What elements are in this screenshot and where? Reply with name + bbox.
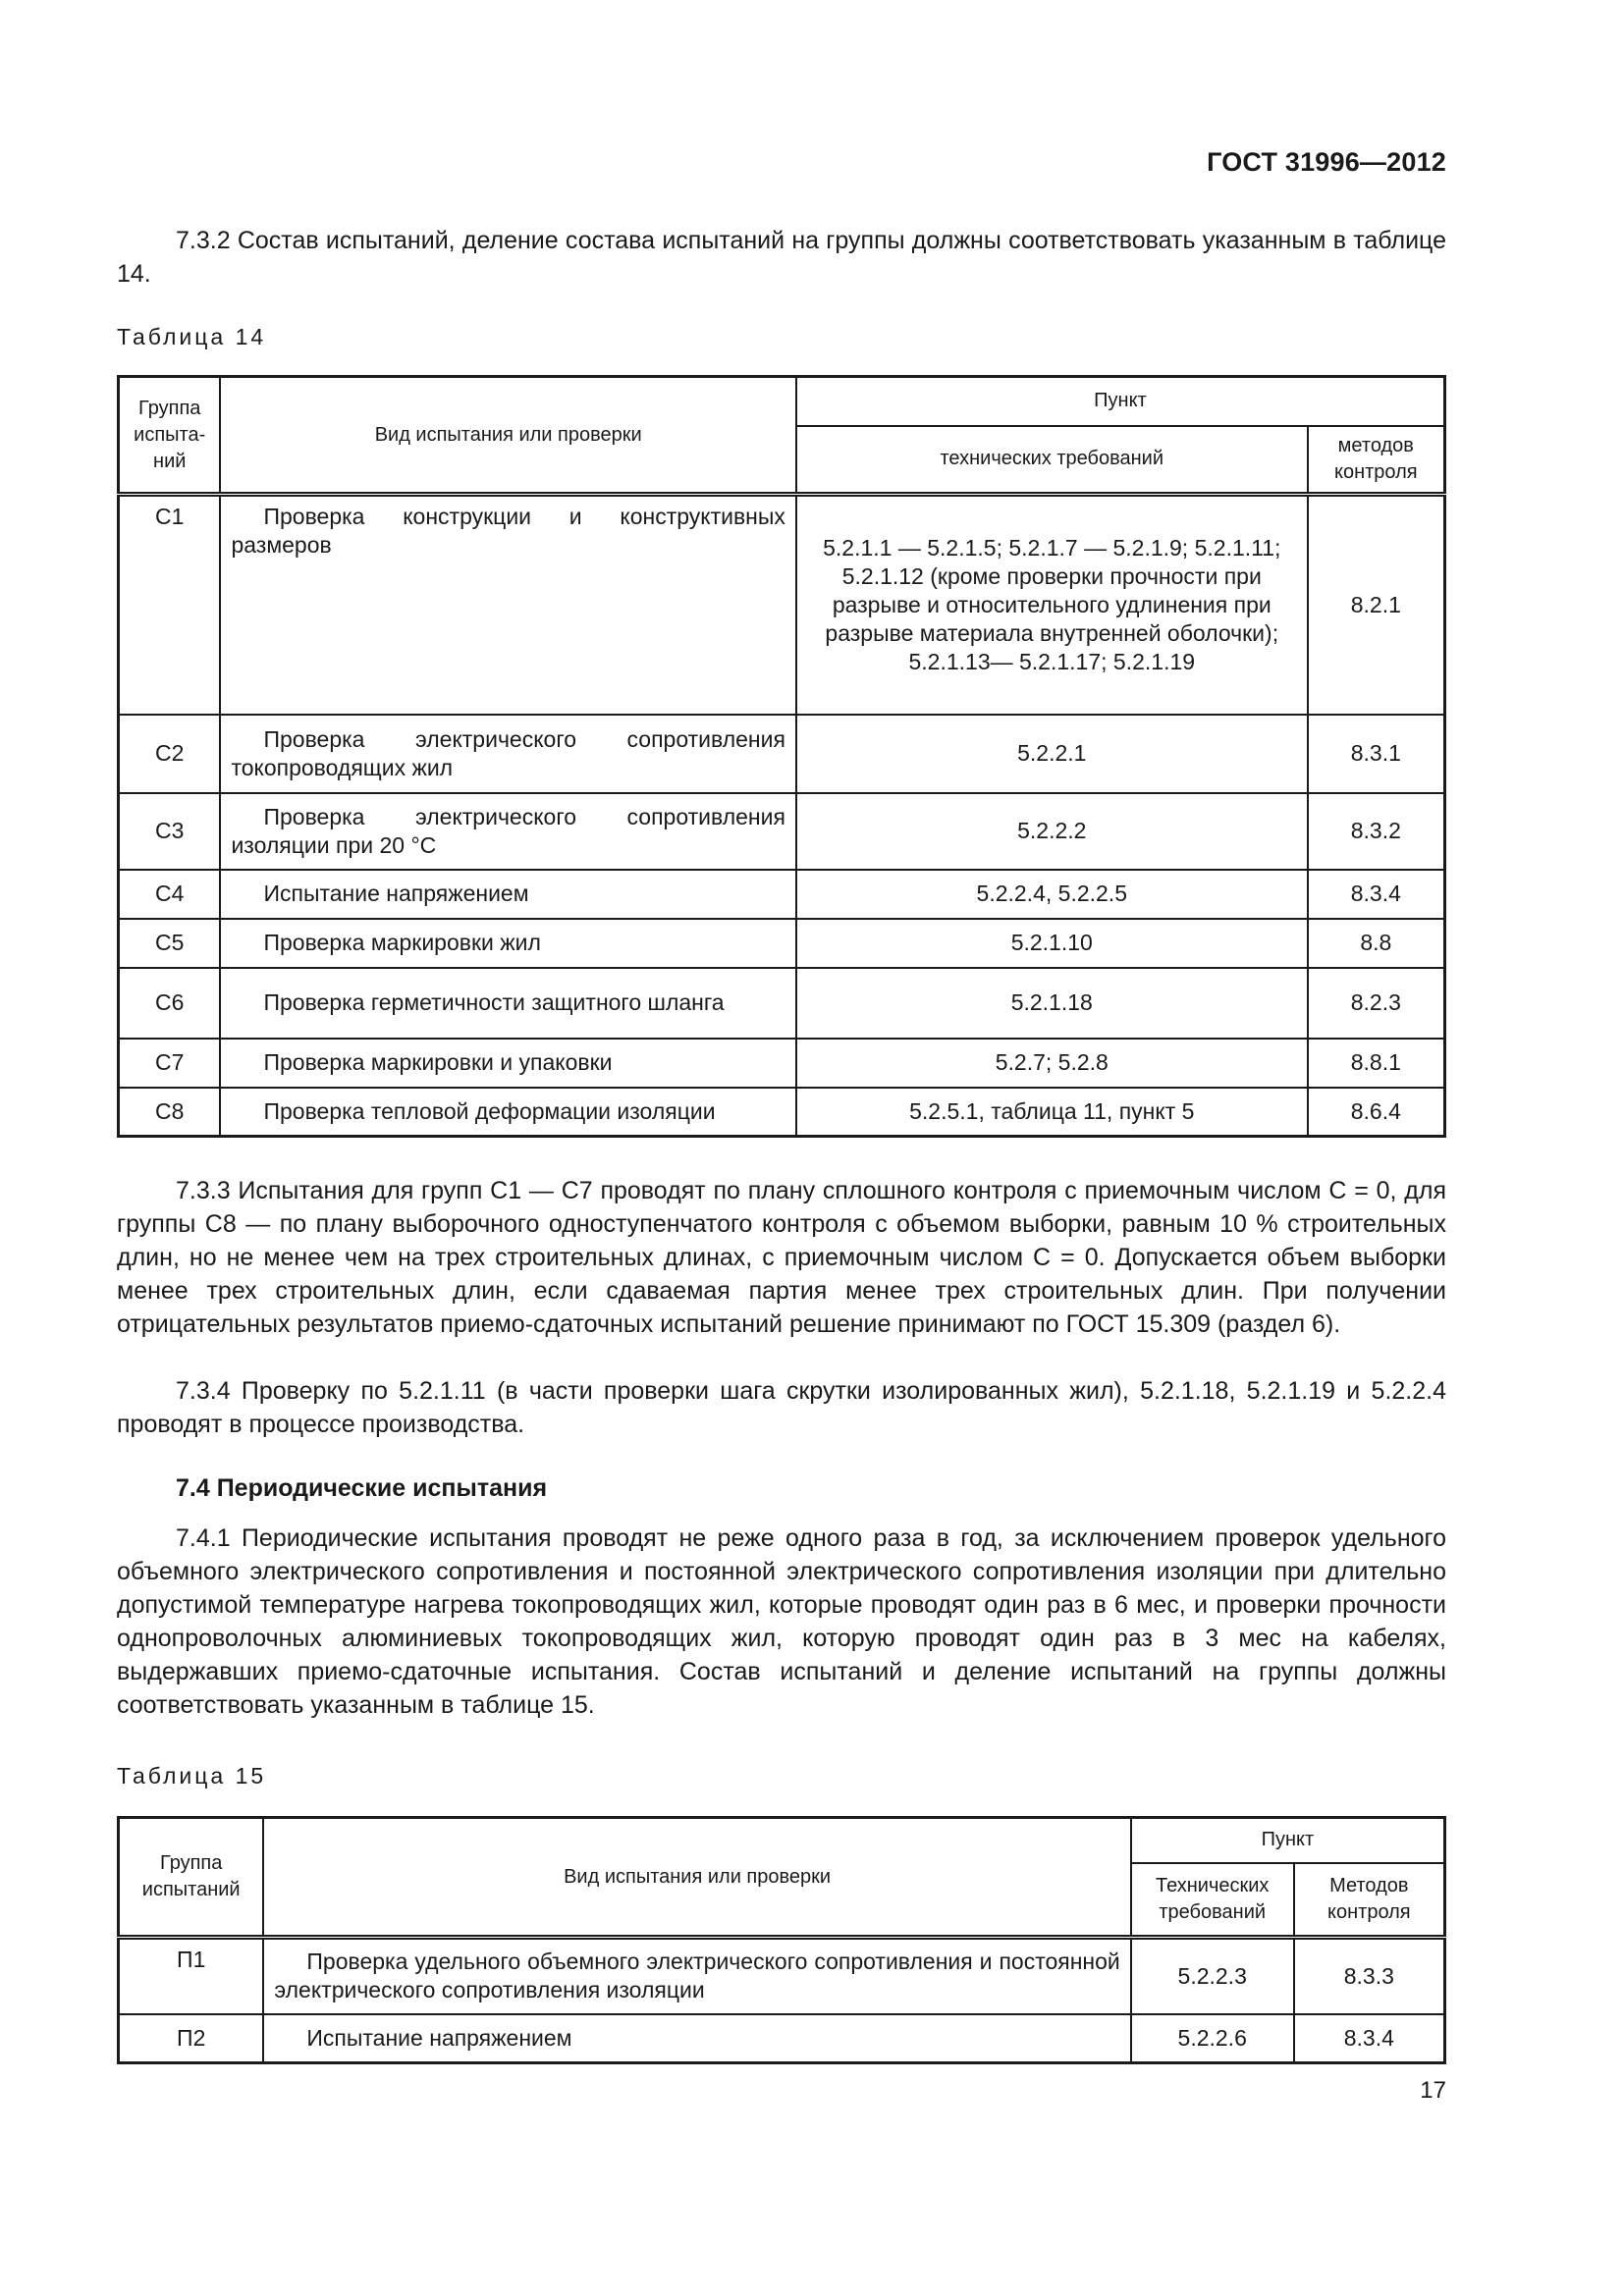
cell-group: С2 <box>119 715 221 793</box>
cell-tech: 5.2.2.6 <box>1131 2014 1294 2063</box>
cell-tech: 5.2.2.3 <box>1131 1938 1294 2014</box>
paragraph-7-4-1: 7.4.1 Периодические испытания проводят не реже одного раза в год, за исключением проверок удельного объемного электрического сопротивления и постоянной электрического сопротивления изоляции при длительно допустимой температуре нагрева токопроводящих жил, которые проводят один раз в 6 мес, и проверки прочности однопроволочных алюминиевых токопроводящих жил, которую проводят один раз в 3 мес на кабелях, выдержавших приемо-сдаточные испытания. Состав испытаний и деление испытаний на группы должны соответствовать указанным в таблице 15. <box>117 1524 1446 1719</box>
cell-group: С7 <box>119 1039 221 1088</box>
standard-designation: ГОСТ 31996—2012 <box>1207 147 1446 177</box>
cell-methods: 8.2.1 <box>1308 495 1445 715</box>
cell-methods: 8.3.1 <box>1308 715 1445 793</box>
cell-methods: 8.3.4 <box>1294 2014 1445 2063</box>
cell-group: С4 <box>119 870 221 919</box>
cell-group: С8 <box>119 1088 221 1137</box>
header-group: Группа испыта-ний <box>119 377 221 495</box>
cell-tech: 5.2.1.18 <box>796 968 1308 1039</box>
cell-tech: 5.2.1.1 — 5.2.1.5; 5.2.1.7 — 5.2.1.9; 5.2.1.11; 5.2.1.12 (кроме проверки прочности при разрыве и относительного удлинения при разрыве материала внутренней оболочки); 5.2.1.13— 5.2.1.17; 5.2.1.19 <box>796 495 1308 715</box>
cell-methods: 8.3.2 <box>1308 793 1445 870</box>
paragraph-7-3-4: 7.3.4 Проверку по 5.2.1.11 (в части проверки шага скрутки изолированных жил), 5.2.1.18, 5.2.1.19 и 5.2.2.4 проводят в процессе производства. <box>117 1377 1446 1438</box>
table-15-caption: Таблица 15 <box>117 1763 267 1789</box>
cell-group: П1 <box>119 1938 264 2014</box>
cell-tech: 5.2.2.1 <box>796 715 1308 793</box>
cell-methods: 8.2.3 <box>1308 968 1445 1039</box>
cell-group: С1 <box>119 495 221 715</box>
header-group: Группа испытаний <box>119 1818 264 1938</box>
cell-test-type: Испытание напряжением <box>220 870 795 919</box>
cell-group: П2 <box>119 2014 264 2063</box>
cell-test-type: Проверка электрического сопротивления токопроводящих жил <box>220 715 795 793</box>
cell-methods: 8.8.1 <box>1308 1039 1445 1088</box>
header-tech-requirements: Технических требований <box>1131 1863 1294 1938</box>
cell-tech: 5.2.7; 5.2.8 <box>796 1039 1308 1088</box>
cell-test-type: Проверка удельного объемного электрического сопротивления и постоянной электрического сопротивления изоляции <box>263 1938 1130 2014</box>
cell-group: С6 <box>119 968 221 1039</box>
header-test-type: Вид испытания или проверки <box>263 1818 1130 1938</box>
cell-test-type: Проверка маркировки и упаковки <box>220 1039 795 1088</box>
table-row <box>119 793 1445 870</box>
table-14 <box>117 375 1446 1138</box>
table-row <box>119 870 1445 919</box>
header-control-methods: Методов контроля <box>1294 1863 1445 1938</box>
cell-tech: 5.2.2.2 <box>796 793 1308 870</box>
cell-test-type: Проверка герметичности защитного шланга <box>220 968 795 1039</box>
table-row <box>119 1039 1445 1088</box>
header-tech-requirements: технических требований <box>796 426 1308 495</box>
cell-tech: 5.2.5.1, таблица 11, пункт 5 <box>796 1088 1308 1137</box>
paragraph-7-3-2: 7.3.2 Состав испытаний, деление состава испытаний на группы должны соответствовать указанным в таблице 14. <box>117 227 1446 288</box>
header-clause: Пункт <box>1131 1818 1445 1863</box>
cell-methods: 8.3.4 <box>1308 870 1445 919</box>
cell-test-type: Проверка тепловой деформации изоляции <box>220 1088 795 1137</box>
cell-methods: 8.3.3 <box>1294 1938 1445 2014</box>
header-test-type: Вид испытания или проверки <box>220 377 795 495</box>
table-row <box>119 2014 1445 2063</box>
header-clause: Пункт <box>796 377 1445 426</box>
table-row <box>119 715 1445 793</box>
cell-methods: 8.6.4 <box>1308 1088 1445 1137</box>
cell-tech: 5.2.1.10 <box>796 919 1308 968</box>
cell-test-type: Проверка конструкции и конструктивных размеров <box>220 495 795 715</box>
page-number: 17 <box>1420 2077 1446 2104</box>
cell-test-type: Испытание напряжением <box>263 2014 1130 2063</box>
cell-test-type: Проверка электрического сопротивления изоляции при 20 °С <box>220 793 795 870</box>
table-14-caption: Таблица 14 <box>117 324 267 349</box>
table-row <box>119 968 1445 1039</box>
table-row <box>119 1088 1445 1137</box>
table-row <box>119 1938 1445 2014</box>
section-heading-7-4: 7.4 Периодические испытания <box>176 1474 548 1502</box>
cell-group: С3 <box>119 793 221 870</box>
table-row <box>119 495 1445 715</box>
cell-methods: 8.8 <box>1308 919 1445 968</box>
table-15 <box>117 1816 1446 2064</box>
cell-group: С5 <box>119 919 221 968</box>
cell-test-type: Проверка маркировки жил <box>220 919 795 968</box>
paragraph-7-3-3: 7.3.3 Испытания для групп С1 — С7 проводят по плану сплошного контроля с приемочным числом С = 0, для группы С8 — по плану выборочного одноступенчатого контроля с объемом выборки, равным 10 % строительных длин, но не менее чем на трех строительных длинах, с приемочным числом С = 0. Допускается объем выборки менее трех строительных длин, если сдаваемая партия менее трех строительных длин. При получении отрицательных результатов приемо-сдаточных испытаний решение принимают по ГОСТ 15.309 (раздел 6). <box>117 1177 1446 1338</box>
table-row <box>119 919 1445 968</box>
header-control-methods: методов контроля <box>1308 426 1445 495</box>
cell-tech: 5.2.2.4, 5.2.2.5 <box>796 870 1308 919</box>
